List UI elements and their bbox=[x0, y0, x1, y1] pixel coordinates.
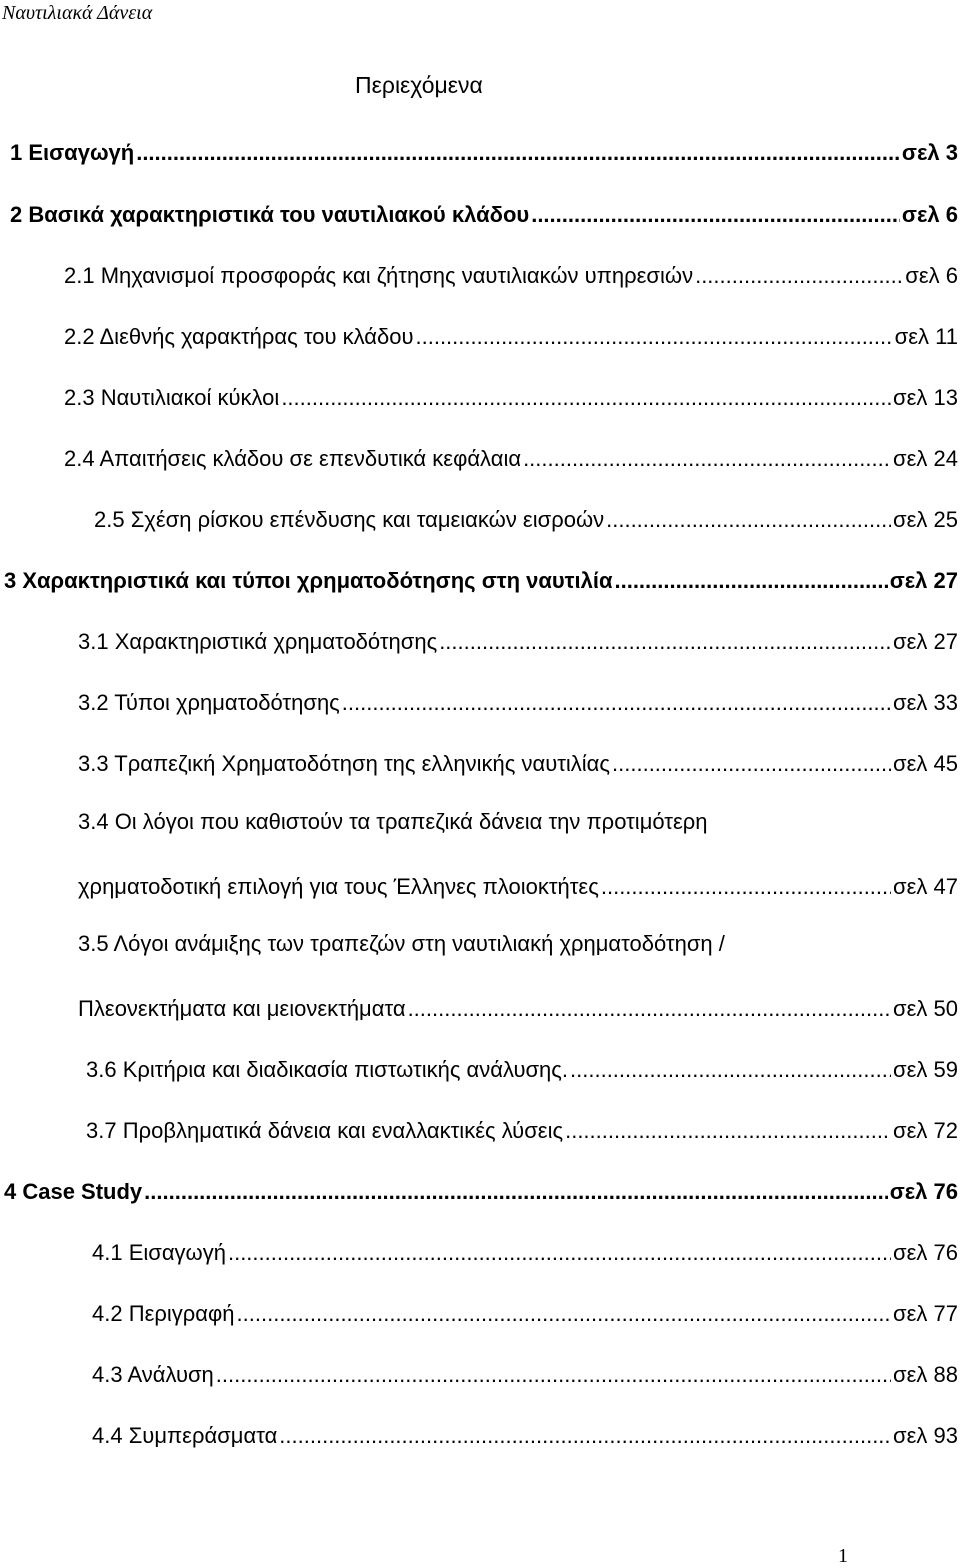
toc-entry-3-4-line1: 3.4 Οι λόγοι που καθιστούν τα τραπεζικά δάνεια την προτιμότερη bbox=[78, 809, 708, 834]
dot-leader bbox=[439, 631, 891, 653]
toc-entry-page: σελ 6 bbox=[905, 263, 958, 288]
dot-leader bbox=[695, 265, 903, 287]
toc-entry-label: 2.2 Διεθνής χαρακτήρας του κλάδου bbox=[64, 324, 414, 349]
toc-entry-label: 3.3 Τραπεζική Χρηματοδότηση της ελληνικής ναυτιλίας bbox=[78, 751, 611, 776]
toc-entry-page: σελ 72 bbox=[893, 1118, 958, 1143]
dot-leader bbox=[612, 753, 891, 775]
toc-entry-page: σελ 33 bbox=[893, 690, 958, 715]
toc-entry-label: 3 Χαρακτηριστικά και τύποι χρηματοδότησης στη ναυτιλία bbox=[4, 568, 613, 593]
toc-entry-3[interactable] bbox=[4, 558, 958, 592]
toc-entry-label: 1 Εισαγωγή bbox=[10, 140, 135, 165]
toc-entry-2[interactable] bbox=[10, 192, 958, 226]
toc-entry-label: 3.1 Χαρακτηριστικά χρηματοδότησης bbox=[78, 629, 438, 654]
dot-leader bbox=[408, 998, 891, 1020]
dot-leader bbox=[237, 1303, 892, 1325]
toc-entry-page: σελ 3 bbox=[901, 140, 958, 165]
toc-entry-3-4[interactable] bbox=[78, 864, 958, 898]
toc-entry-page: σελ 88 bbox=[893, 1362, 958, 1387]
toc-entry-label: 4.1 Εισαγωγή bbox=[92, 1240, 226, 1265]
toc-entry-3-3[interactable] bbox=[78, 741, 958, 775]
toc-entry-label: 3.6 Κριτήρια και διαδικασία πιστωτικής ανάλυσης. bbox=[86, 1057, 569, 1082]
toc-entry-2-3[interactable] bbox=[64, 375, 958, 409]
toc-entry-label: 2.1 Μηχανισμοί προσφοράς και ζήτησης ναυτιλιακών υπηρεσιών bbox=[64, 263, 694, 288]
toc-entry-page: σελ 76 bbox=[893, 1240, 958, 1265]
dot-leader bbox=[601, 876, 891, 898]
dot-leader bbox=[523, 448, 891, 470]
dot-leader bbox=[531, 204, 900, 226]
toc-entry-4-2[interactable] bbox=[92, 1291, 958, 1325]
toc-entry-4-4[interactable] bbox=[92, 1413, 958, 1447]
dot-leader bbox=[144, 1181, 888, 1203]
dot-leader bbox=[614, 570, 887, 592]
toc-entry-4-3[interactable] bbox=[92, 1352, 958, 1386]
toc-entry-4-1[interactable] bbox=[92, 1230, 958, 1264]
dot-leader bbox=[281, 387, 891, 409]
toc-entry-page: σελ 77 bbox=[893, 1301, 958, 1326]
dot-leader bbox=[565, 1120, 891, 1142]
toc-entry-3-5-line1: 3.5 Λόγοι ανάμιξης των τραπεζών στη ναυτιλιακή χρηματοδότηση / bbox=[78, 931, 725, 956]
dot-leader bbox=[416, 326, 893, 348]
toc-entry-page: σελ 27 bbox=[893, 629, 958, 654]
toc-entry-label: Πλεονεκτήματα και μειονεκτήματα bbox=[78, 996, 406, 1021]
toc-entry-page: σελ 24 bbox=[893, 446, 958, 471]
toc-entry-2-5[interactable] bbox=[94, 497, 958, 531]
toc-entry-1[interactable] bbox=[10, 130, 958, 164]
toc-entry-page: σελ 47 bbox=[893, 874, 958, 899]
toc-entry-page: σελ 93 bbox=[893, 1423, 958, 1448]
toc-entry-page: σελ 25 bbox=[893, 507, 958, 532]
dot-leader bbox=[570, 1059, 891, 1081]
toc-entry-label: 4.3 Ανάλυση bbox=[92, 1362, 214, 1387]
toc-entry-3-7[interactable] bbox=[86, 1108, 958, 1142]
dot-leader bbox=[606, 509, 891, 531]
toc-entry-2-1[interactable] bbox=[64, 253, 958, 287]
dot-leader bbox=[342, 692, 891, 714]
dot-leader bbox=[136, 142, 900, 164]
toc-entry-page: σελ 59 bbox=[893, 1057, 958, 1082]
toc-entry-page: σελ 76 bbox=[889, 1179, 958, 1204]
toc-entry-label: 3.7 Προβληματικά δάνεια και εναλλακτικές λύσεις bbox=[86, 1118, 564, 1143]
toc-entry-page: σελ 6 bbox=[901, 202, 958, 227]
toc-entry-label: 4.2 Περιγραφή bbox=[92, 1301, 235, 1326]
toc-entry-2-4[interactable] bbox=[64, 436, 958, 470]
page-number: 1 bbox=[838, 1545, 848, 1567]
toc-entry-label: 2.4 Απαιτήσεις κλάδου σε επενδυτικά κεφάλαια bbox=[64, 446, 522, 471]
toc-entry-page: σελ 50 bbox=[893, 996, 958, 1021]
toc-entry-label: 2 Βασικά χαρακτηριστικά του ναυτιλιακού κλάδου bbox=[10, 202, 530, 227]
toc-entry-page: σελ 13 bbox=[893, 385, 958, 410]
toc-entry-label: 4 Case Study bbox=[4, 1179, 143, 1204]
toc-entry-3-6[interactable] bbox=[86, 1047, 958, 1081]
toc-entry-label: 2.5 Σχέση ρίσκου επένδυσης και ταμειακών εισροών bbox=[94, 507, 605, 532]
dot-leader bbox=[279, 1425, 891, 1447]
toc-entry-3-2[interactable] bbox=[78, 680, 958, 714]
toc-entry-label: 4.4 Συμπεράσματα bbox=[92, 1423, 278, 1448]
toc-title: Περιεχόμενα bbox=[355, 72, 483, 98]
dot-leader bbox=[228, 1242, 891, 1264]
toc-entry-page: σελ 11 bbox=[894, 324, 958, 349]
toc-entry-4[interactable] bbox=[4, 1169, 958, 1203]
toc-entry-3-5[interactable] bbox=[78, 986, 958, 1020]
toc-entry-2-2[interactable] bbox=[64, 314, 958, 348]
toc-entry-page: σελ 27 bbox=[889, 568, 958, 593]
running-header: Ναυτιλιακά Δάνεια bbox=[2, 2, 153, 24]
toc-entry-label: 3.2 Τύποι χρηματοδότησης bbox=[78, 690, 340, 715]
dot-leader bbox=[216, 1364, 891, 1386]
toc-entry-label: 2.3 Ναυτιλιακοί κύκλοι bbox=[64, 385, 280, 410]
toc-entry-3-1[interactable] bbox=[78, 619, 958, 653]
toc-entry-label: χρηματοδοτική επιλογή για τους Έλληνες πλοιοκτήτες bbox=[78, 874, 599, 899]
toc-entry-page: σελ 45 bbox=[893, 751, 958, 776]
